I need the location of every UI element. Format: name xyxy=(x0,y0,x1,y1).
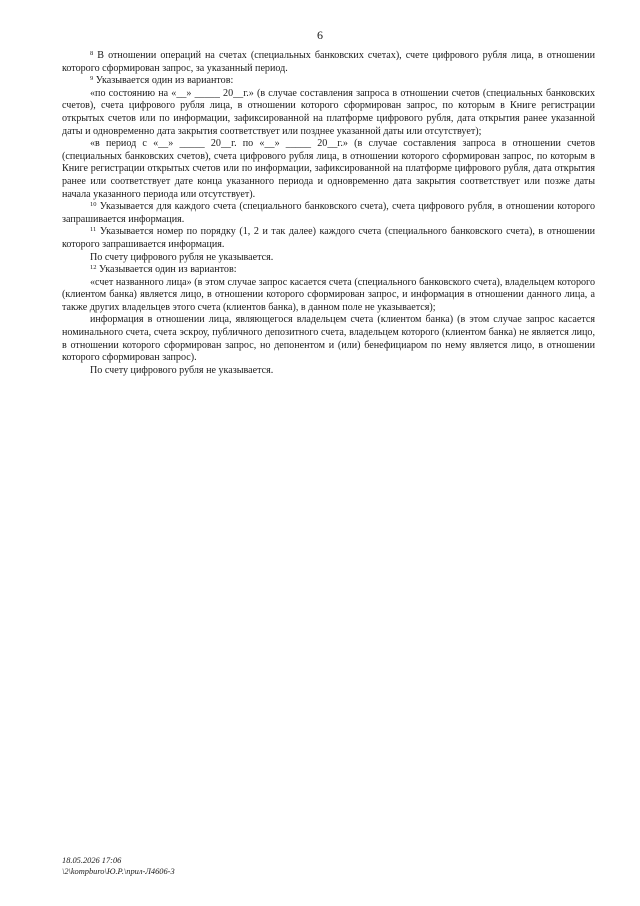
footnote-text: Указывается номер по порядку (1, 2 и так далее) каждого счета (специального банковского счета), в отношении которого запрашивается информация. xyxy=(62,226,595,250)
footnote-11 xyxy=(62,226,595,251)
footnote-text: В отношении операций на счетах (специальных банковских счетах), счете цифрового рубля лица, в отношении которого сформирован запрос, за указанный период. xyxy=(62,50,595,74)
footnote-mark: 12 xyxy=(90,264,97,272)
footnote-mark: 8 xyxy=(90,50,94,57)
document-footer xyxy=(62,856,175,877)
footnote-12-note xyxy=(62,365,595,378)
footnotes-body xyxy=(62,50,595,377)
footnote-9-option-1 xyxy=(62,88,595,138)
footnote-12-option-2 xyxy=(62,314,595,364)
footnote-text: «в период с «__» _____ 20__г. по «__» _____ 20__г.» (в случае составления запроса в отношении счетов (специальных банковских счетов), счета цифрового рубля лица, в отношении которого сформирован запрос, по которым в Книге регистрации открытых счетов или по информации, зафиксированной на платформе цифрового рубля, дата открытия ранее или соответствует дате конца указанного периода и одновременно дата закрытия соответствует или позже даты начала указанного периода или отсутствует). xyxy=(62,138,595,200)
footnote-text: Указывается для каждого счета (специального банковского счета), счета цифрового рубля, в отношении которого запрашивается информация. xyxy=(62,201,595,225)
footnote-mark: 11 xyxy=(90,226,97,234)
footer-timestamp: 18.05.2026 17:06 xyxy=(62,856,122,865)
footnote-11-note xyxy=(62,252,595,265)
footer-file-path: \2\kompburo\Ю.Р.\прил-Л4606-3 xyxy=(62,866,175,876)
footnote-text: По счету цифрового рубля не указывается. xyxy=(90,251,274,263)
footnote-mark: 10 xyxy=(90,201,97,209)
page-number: 6 xyxy=(317,28,323,42)
footnote-8 xyxy=(62,50,595,75)
footnote-10 xyxy=(62,201,595,226)
footnote-12-option-1 xyxy=(62,277,595,315)
footnote-text: «по состоянию на «__» _____ 20__г.» (в случае составления запроса в отношении счетов (специальных банковских счетов), счета цифрового рубля лица, в отношении которого сформирован запрос, по которым в Книге регистрации открытых счетов или по информации, зафиксированной на платформе цифрового рубля, дата открытия ранее указанной даты и одновременно дата закрытия соответствует или позднее указанной даты или отсутствует); xyxy=(62,87,595,137)
footnote-text: «счет названного лица» (в этом случае запрос касается счета (специального банковского счета), владельцем которого (клиентом банка) является лицо, в отношении которого сформирован запрос, и информация в отношении данного лица, а также других владельцев этого счета (клиентов банка), в данном поле не указывается); xyxy=(62,276,595,313)
footnote-9 xyxy=(62,75,595,88)
footnote-text: информация в отношении лица, являющегося владельцем счета (клиентом банка) (в этом случае запрос касается номинального счета, счета эскроу, публичного депозитного счета, владельцем которого (клиентом банка) не является лицо, в отношении которого сформирован запрос, но депонентом и (или) бенефициаром по нему является лицо, в отношении которого сформирован запрос). xyxy=(62,314,595,364)
footnote-text: По счету цифрового рубля не указывается. xyxy=(90,364,274,376)
footnote-mark: 9 xyxy=(90,75,94,83)
footnote-text: Указывается один из вариантов: xyxy=(99,264,237,276)
footnote-12 xyxy=(62,264,595,277)
footnote-text: Указывается один из вариантов: xyxy=(95,75,234,87)
footnote-9-option-2 xyxy=(62,138,595,201)
